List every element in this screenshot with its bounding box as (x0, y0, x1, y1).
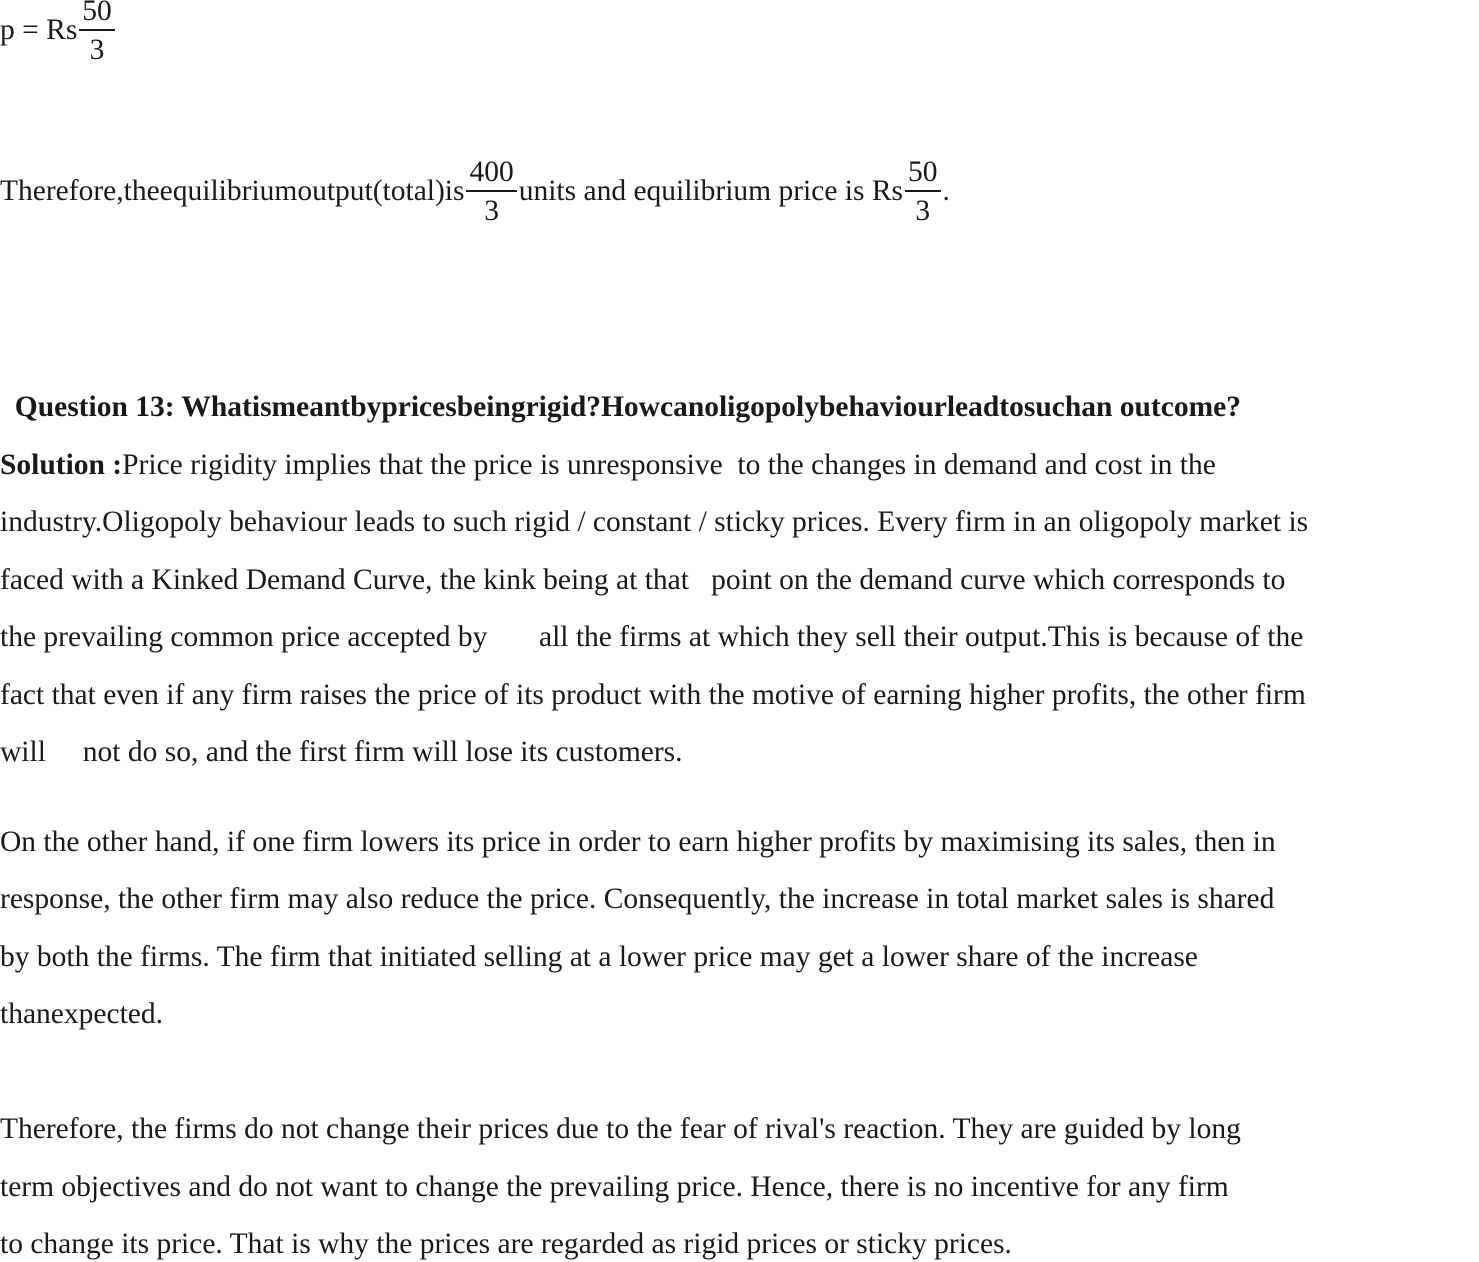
solution-line: faced with a Kinked Demand Curve, the kink being at that point on the demand curve which corresponds to (0, 564, 1286, 596)
fraction-denominator: 3 (915, 194, 931, 227)
fraction-denominator: 3 (89, 33, 105, 66)
solution-line: fact that even if any firm raises the price of its product with the motive of earning higher profits, the other firm (0, 679, 1306, 711)
fraction-bar (79, 29, 115, 31)
equilibrium-middle: units and equilibrium price is Rs (518, 175, 904, 208)
equilibrium-prefix: Therefore,theequilibriumoutput(total)is (0, 175, 465, 208)
solution-line: will not do so, and the first firm will lose its customers. (0, 736, 683, 768)
fraction-denominator: 3 (484, 194, 499, 227)
paragraph-line: to change its price. That is why the prices are regarded as rigid prices or sticky prices. (0, 1228, 1012, 1260)
price-equation-lhs: p = Rs (0, 14, 78, 47)
fraction-numerator: 50 (82, 0, 112, 27)
equilibrium-price-fraction (905, 157, 941, 227)
output-fraction (466, 157, 516, 227)
price-fraction (79, 0, 115, 66)
question-heading (0, 363, 1241, 422)
solution-label: Solution : (0, 449, 123, 481)
price-equation (0, 0, 117, 66)
fraction-numerator: 400 (469, 156, 514, 188)
question-label: Question 13: (14, 390, 175, 423)
paragraph-line: thanexpected. (0, 998, 163, 1030)
paragraph-line: term objectives and do not want to change the prevailing price. Hence, there is no incentive for any firm (0, 1171, 1229, 1203)
solution-line: industry.Oligopoly behaviour leads to such rigid / constant / sticky prices. Every firm in an oligopoly market is (0, 506, 1309, 538)
paragraph-line: Therefore, the firms do not change their prices due to the fear of rival's reaction. They are guided by long (0, 1113, 1241, 1145)
paragraph-line: response, the other firm may also reduce the price. Consequently, the increase in total market sales is shared (0, 883, 1275, 915)
question-text: Whatismeantbypricesbeingrigid?Howcanoligopolybehaviourleadtosuchan outcome? (174, 390, 1241, 423)
solution-line: Solution :Price rigidity implies that the price is unresponsive to the changes in demand and cost in the (0, 449, 1216, 481)
paragraph-line: On the other hand, if one firm lowers its price in order to earn higher profits by maximising its sales, then in (0, 826, 1276, 858)
fraction-numerator: 50 (908, 156, 938, 188)
paragraph-line: by both the firms. The firm that initiated selling at a lower price may get a lower share of the increase (0, 941, 1198, 973)
fraction-bar (905, 190, 941, 192)
equilibrium-statement (0, 157, 950, 227)
equilibrium-suffix: . (942, 175, 950, 208)
fraction-bar (466, 190, 516, 192)
solution-line: the prevailing common price accepted by all the firms at which they sell their output.This is because of the (0, 621, 1304, 653)
